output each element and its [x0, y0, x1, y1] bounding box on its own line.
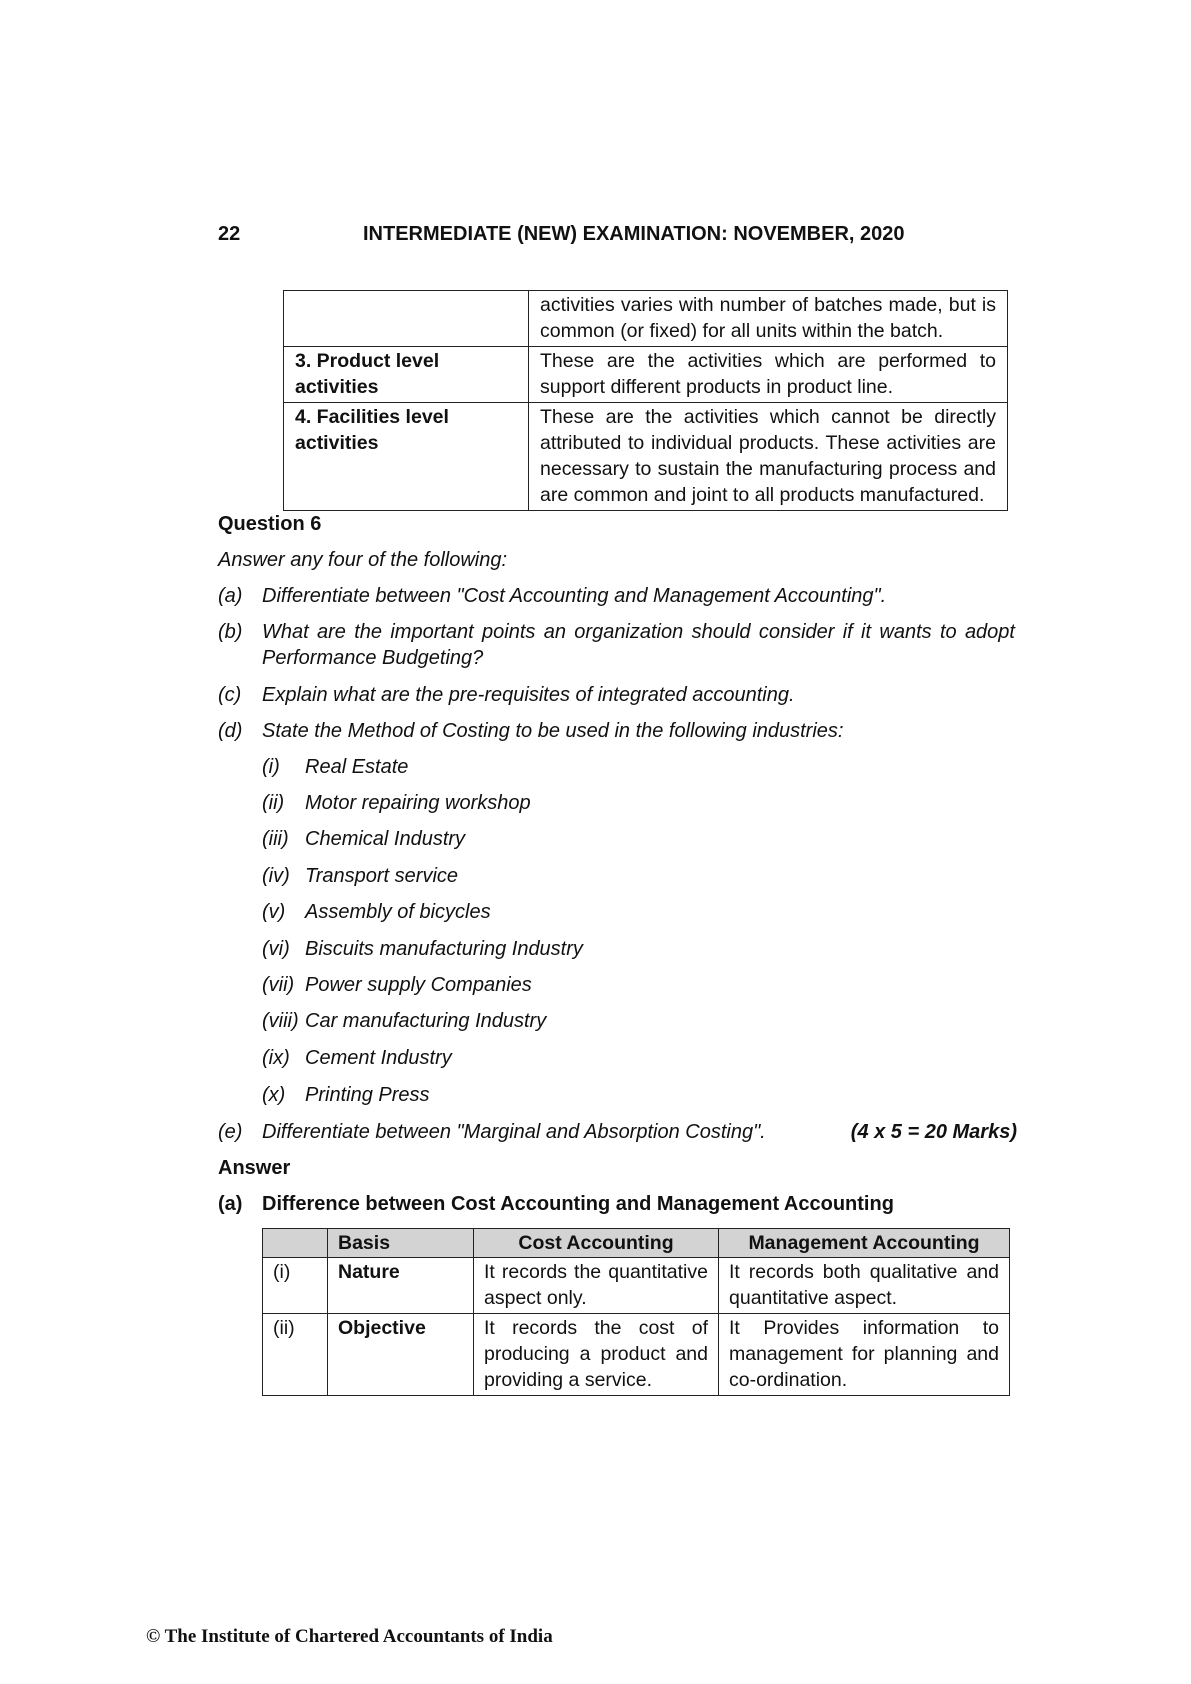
footer-copyright: © The Institute of Chartered Accountants of India [146, 1626, 553, 1647]
list-item-label: (ii) [262, 792, 285, 814]
column-header: Basis [328, 1229, 474, 1258]
activity-label: 3. Product level activities [284, 347, 529, 403]
activity-description: These are the activities which cannot be directly attributed to individual products. These activities are necessary to sustain the manufacturing process and are common and joint to all products manufactured. [529, 403, 1008, 511]
list-item-label: (i) [262, 756, 280, 778]
answer-title: Answer [218, 1157, 291, 1179]
question-d-text: State the Method of Costing to be used in the following industries: [262, 720, 844, 742]
question-e-label: (e) [218, 1121, 243, 1143]
list-item-label: (iii) [262, 828, 289, 850]
list-item: Printing Press [305, 1084, 430, 1106]
activity-label: 4. Facilities level activities [284, 403, 529, 511]
question-b-text-line2: Performance Budgeting? [262, 647, 484, 669]
question-a-text: Differentiate between "Cost Accounting and Management Accounting". [262, 585, 887, 607]
page-header-title: INTERMEDIATE (NEW) EXAMINATION: NOVEMBER, 2020 [363, 223, 905, 245]
table-row [263, 1314, 1010, 1396]
list-item: Biscuits manufacturing Industry [305, 938, 583, 960]
list-item: Cement Industry [305, 1047, 452, 1069]
activities-table [283, 290, 1008, 511]
list-item: Chemical Industry [305, 828, 466, 850]
table-cell: (i) [263, 1258, 328, 1314]
question-e-text: Differentiate between "Marginal and Absorption Costing". [262, 1121, 766, 1143]
list-item-label: (viii) [262, 1010, 299, 1032]
question-a-label: (a) [218, 585, 243, 607]
list-item-label: (v) [262, 901, 286, 923]
page-number: 22 [218, 223, 241, 245]
question-b-label: (b) [218, 621, 243, 643]
list-item-label: (vii) [262, 974, 295, 996]
table-cell: Nature [328, 1258, 474, 1314]
table-row [263, 1258, 1010, 1314]
comparison-table [262, 1228, 1010, 1396]
column-header: Management Accounting [719, 1229, 1010, 1258]
table-cell: It records both qualitative and quantitative aspect. [719, 1258, 1010, 1314]
question-title: Question 6 [218, 513, 322, 535]
list-item: Car manufacturing Industry [305, 1010, 547, 1032]
question-c-text: Explain what are the pre-requisites of integrated accounting. [262, 684, 795, 706]
list-item: Real Estate [305, 756, 409, 778]
list-item-label: (iv) [262, 865, 290, 887]
list-item-label: (ix) [262, 1047, 290, 1069]
column-header: Cost Accounting [474, 1229, 719, 1258]
activity-label [284, 291, 529, 347]
table-cell: (ii) [263, 1314, 328, 1396]
table-row [284, 403, 1008, 511]
table-cell: It records the cost of producing a product and providing a service. [474, 1314, 719, 1396]
table-row [284, 347, 1008, 403]
marks-label: (4 x 5 = 20 Marks) [850, 1121, 1017, 1143]
answer-a-title: Difference between Cost Accounting and Management Accounting [262, 1193, 894, 1215]
question-b-text-line1: What are the important points an organization should consider if it wants to adopt [262, 621, 1015, 643]
activity-description: These are the activities which are performed to support different products in product line. [529, 347, 1008, 403]
list-item: Assembly of bicycles [305, 901, 491, 923]
activity-description: activities varies with number of batches made, but is common (or fixed) for all units within the batch. [529, 291, 1008, 347]
table-cell: It Provides information to management for planning and co-ordination. [719, 1314, 1010, 1396]
answer-a-label: (a) [218, 1193, 243, 1215]
table-cell: It records the quantitative aspect only. [474, 1258, 719, 1314]
list-item: Transport service [305, 865, 459, 887]
list-item-label: (vi) [262, 938, 290, 960]
table-cell: Objective [328, 1314, 474, 1396]
list-item: Power supply Companies [305, 974, 532, 996]
question-c-label: (c) [218, 684, 242, 706]
list-item-label: (x) [262, 1084, 286, 1106]
table-header-row [263, 1229, 1010, 1258]
column-header [263, 1229, 328, 1258]
list-item: Motor repairing workshop [305, 792, 531, 814]
question-d-label: (d) [218, 720, 243, 742]
question-instruction: Answer any four of the following: [218, 549, 508, 571]
table-row [284, 291, 1008, 347]
